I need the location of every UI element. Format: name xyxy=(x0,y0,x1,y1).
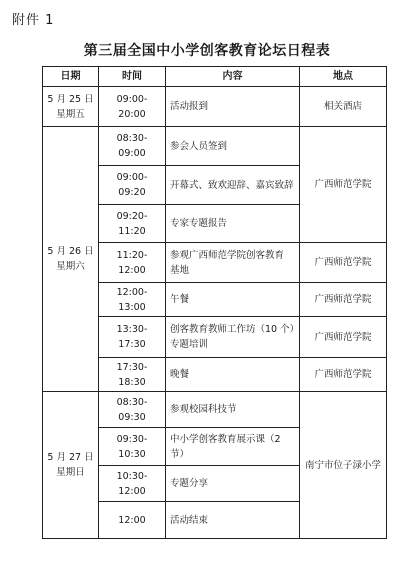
place-cell: 广西师范学院 xyxy=(300,243,387,283)
header-row xyxy=(43,67,387,87)
attachment-label: 附件 1 xyxy=(12,13,55,28)
content-line: 创客教育教师工作坊（10 个） xyxy=(170,324,300,335)
content-cell: 中小学创客教育展示课（2 节） xyxy=(166,428,300,466)
content-line: 参观广西师范学院创客教育 xyxy=(170,249,285,261)
date-text: 5 月 26 日 xyxy=(47,246,94,257)
date-text: 5 月 25 日 xyxy=(47,93,94,105)
date-text: 5 月 27 日 xyxy=(47,452,94,463)
content-line: 基地 xyxy=(170,264,190,276)
document-title: 第三届全国中小学创客教育论坛日程表 xyxy=(83,43,331,59)
table-row xyxy=(43,87,387,127)
time-cell: 11:20-12:00 xyxy=(99,243,166,283)
content-cell: 参会人员签到 xyxy=(166,127,300,166)
content-line: 专题培训 xyxy=(170,339,209,350)
header-time: 时间 xyxy=(99,67,166,87)
place-cell: 相关酒店 xyxy=(300,87,387,127)
time-cell: 08:30-09:30 xyxy=(99,392,166,428)
content-cell: 开幕式、致欢迎辞、嘉宾致辞 xyxy=(166,166,300,205)
time-cell: 08:30-09:00 xyxy=(99,127,166,166)
table-row xyxy=(43,127,387,166)
table-row xyxy=(43,392,387,428)
place-cell: 广西师范学院 xyxy=(300,358,387,392)
place-cell: 广西师范学院 xyxy=(300,283,387,317)
weekday-text: 星期日 xyxy=(56,467,85,478)
time-cell: 09:00-20:00 xyxy=(99,87,166,127)
content-cell: 专题分享 xyxy=(166,466,300,502)
content-cell xyxy=(166,243,300,283)
content-cell: 专家专题报告 xyxy=(166,205,300,243)
header-date: 日期 xyxy=(43,67,99,87)
content-cell: 活动结束 xyxy=(166,502,300,539)
time-cell: 12:00-13:00 xyxy=(99,283,166,317)
time-cell: 13:30-17:30 xyxy=(99,317,166,358)
place-cell: 广西师范学院 xyxy=(300,317,387,358)
time-cell: 09:00-09:20 xyxy=(99,166,166,205)
date-cell xyxy=(43,392,99,539)
content-cell: 活动报到 xyxy=(166,87,300,127)
content-cell xyxy=(166,317,300,358)
header-place: 地点 xyxy=(300,67,387,87)
date-cell xyxy=(43,87,99,127)
time-cell: 12:00 xyxy=(99,502,166,539)
weekday-text: 星期六 xyxy=(56,261,85,272)
content-cell: 参观校园科技节 xyxy=(166,392,300,428)
content-cell: 晚餐 xyxy=(166,358,300,392)
time-cell: 10:30-12:00 xyxy=(99,466,166,502)
time-cell: 09:20-11:20 xyxy=(99,205,166,243)
schedule-table xyxy=(42,66,387,539)
weekday-text: 星期五 xyxy=(56,108,85,120)
header-content: 内容 xyxy=(166,67,300,87)
date-cell xyxy=(43,127,99,392)
time-cell: 17:30-18:30 xyxy=(99,358,166,392)
place-cell: 南宁市位子渌小学 xyxy=(300,392,387,539)
content-cell: 午餐 xyxy=(166,283,300,317)
place-cell: 广西师范学院 xyxy=(300,127,387,243)
time-cell: 09:30-10:30 xyxy=(99,428,166,466)
